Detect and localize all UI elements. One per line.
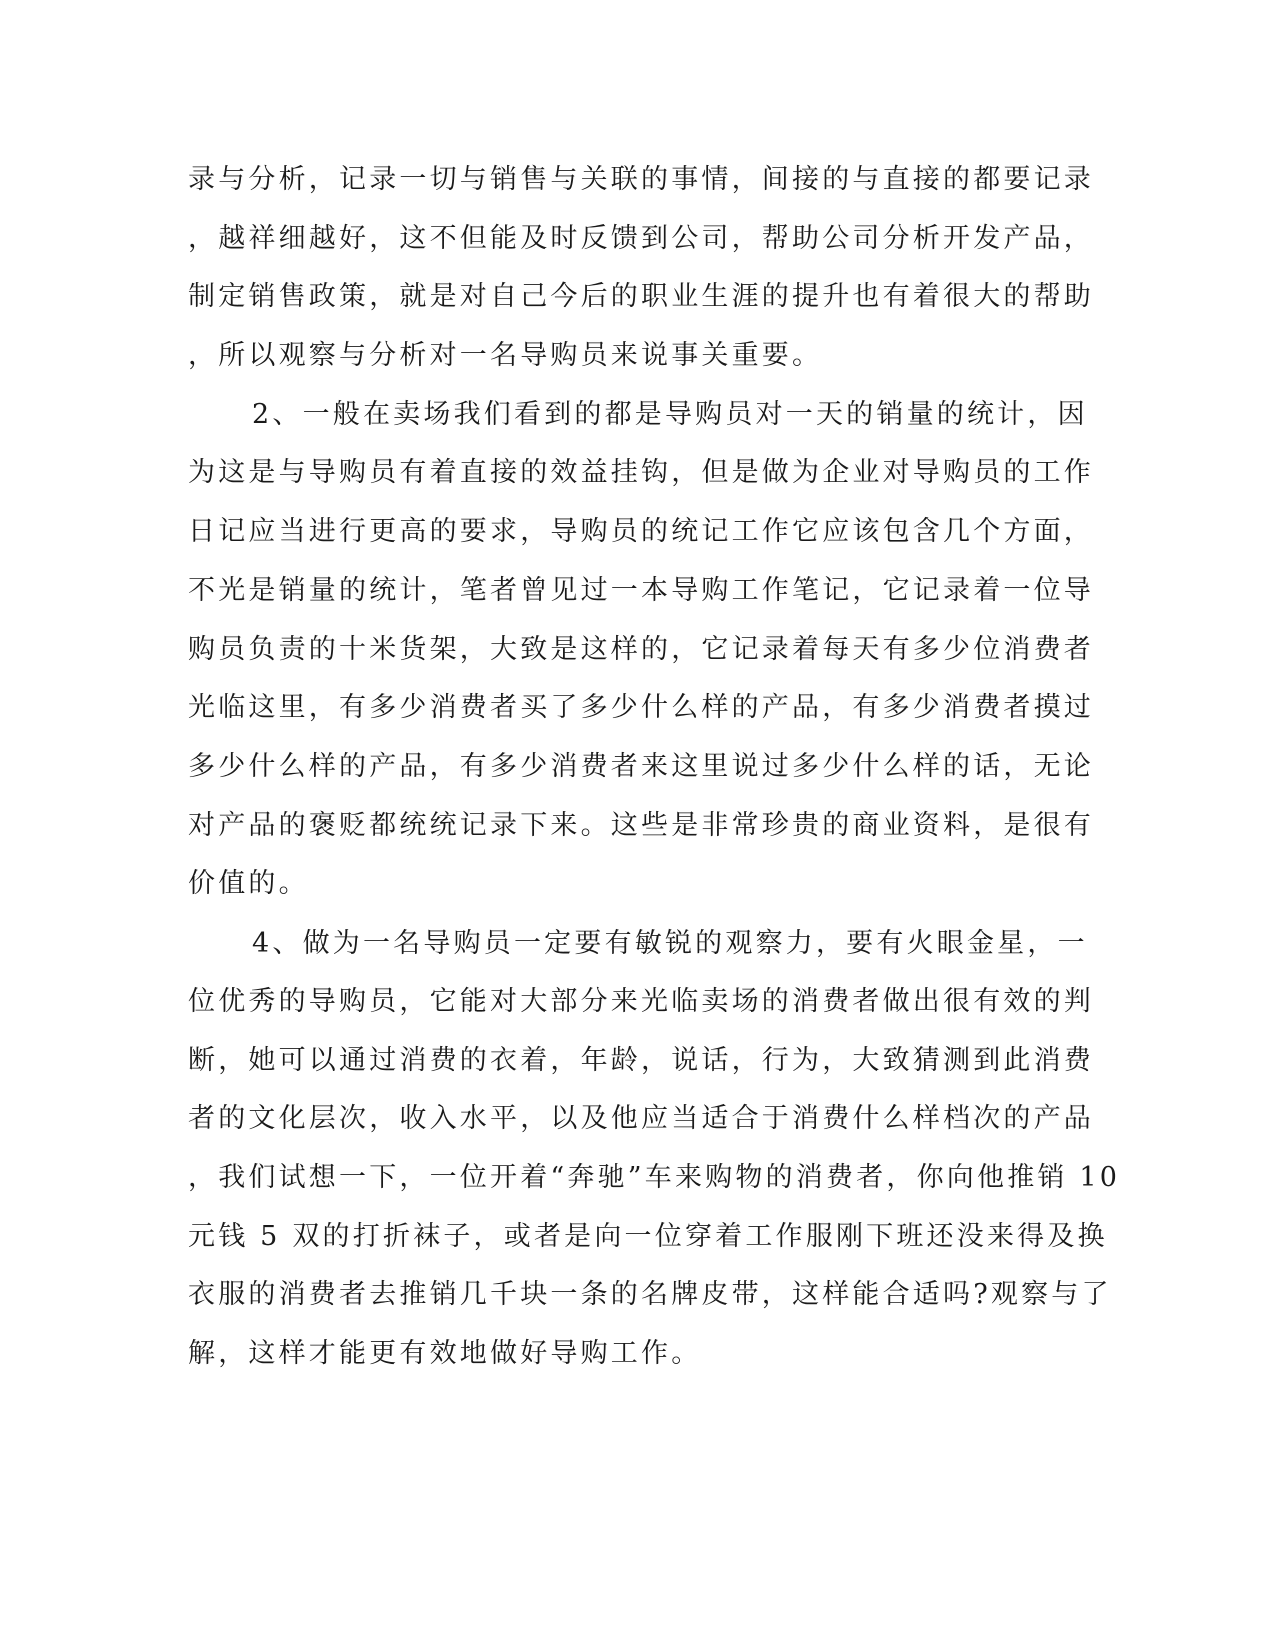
- text-line: ，我们试想一下，一位开着“奔驰”车来购物的消费者，你向他推销 10: [188, 1162, 1121, 1193]
- text-line: 对产品的褒贬都统统记录下来。这些是非常珍贵的商业资料，是很有: [188, 810, 1094, 841]
- text-line: 衣服的消费者去推销几千块一条的名牌皮带，这样能合适吗?观察与了: [188, 1279, 1112, 1310]
- text-line: 位优秀的导购员，它能对大部分来光临卖场的消费者做出很有效的判: [188, 986, 1094, 1017]
- text-line: 元钱 5 双的打折袜子，或者是向一位穿着工作服刚下班还没来得及换: [188, 1221, 1108, 1252]
- paragraph-start: 2、一般在卖场我们看到的都是导购员对一天的销量的统计，因: [252, 399, 1088, 430]
- paragraph-start: 4、做为一名导购员一定要有敏锐的观察力，要有火眼金星，一: [252, 928, 1088, 959]
- text-line: 多少什么样的产品，有多少消费者来这里说过多少什么样的话，无论: [188, 751, 1094, 782]
- text-line: 解，这样才能更有效地做好导购工作。: [188, 1338, 702, 1369]
- text-line: 录与分析，记录一切与销售与关联的事情，间接的与直接的都要记录: [188, 164, 1094, 195]
- text-line: 不光是销量的统计，笔者曾见过一本导购工作笔记，它记录着一位导: [188, 575, 1094, 606]
- text-line: ，越祥细越好，这不但能及时反馈到公司，帮助公司分析开发产品，: [188, 223, 1094, 254]
- text-line: 价值的。: [188, 868, 309, 899]
- text-line: ，所以观察与分析对一名导购员来说事关重要。: [188, 340, 823, 371]
- text-line: 者的文化层次，收入水平，以及他应当适合于消费什么样档次的产品: [188, 1103, 1094, 1134]
- text-line: 为这是与导购员有着直接的效益挂钩，但是做为企业对导购员的工作: [188, 457, 1094, 488]
- text-line: 日记应当进行更高的要求，导购员的统记工作它应该包含几个方面，: [188, 516, 1094, 547]
- text-line: 购员负责的十米货架，大致是这样的，它记录着每天有多少位消费者: [188, 634, 1094, 665]
- text-line: 断，她可以通过消费的衣着，年龄，说话，行为，大致猜测到此消费: [188, 1045, 1094, 1076]
- text-line: 光临这里，有多少消费者买了多少什么样的产品，有多少消费者摸过: [188, 692, 1094, 723]
- text-line: 制定销售政策，就是对自己今后的职业生涯的提升也有着很大的帮助: [188, 281, 1094, 312]
